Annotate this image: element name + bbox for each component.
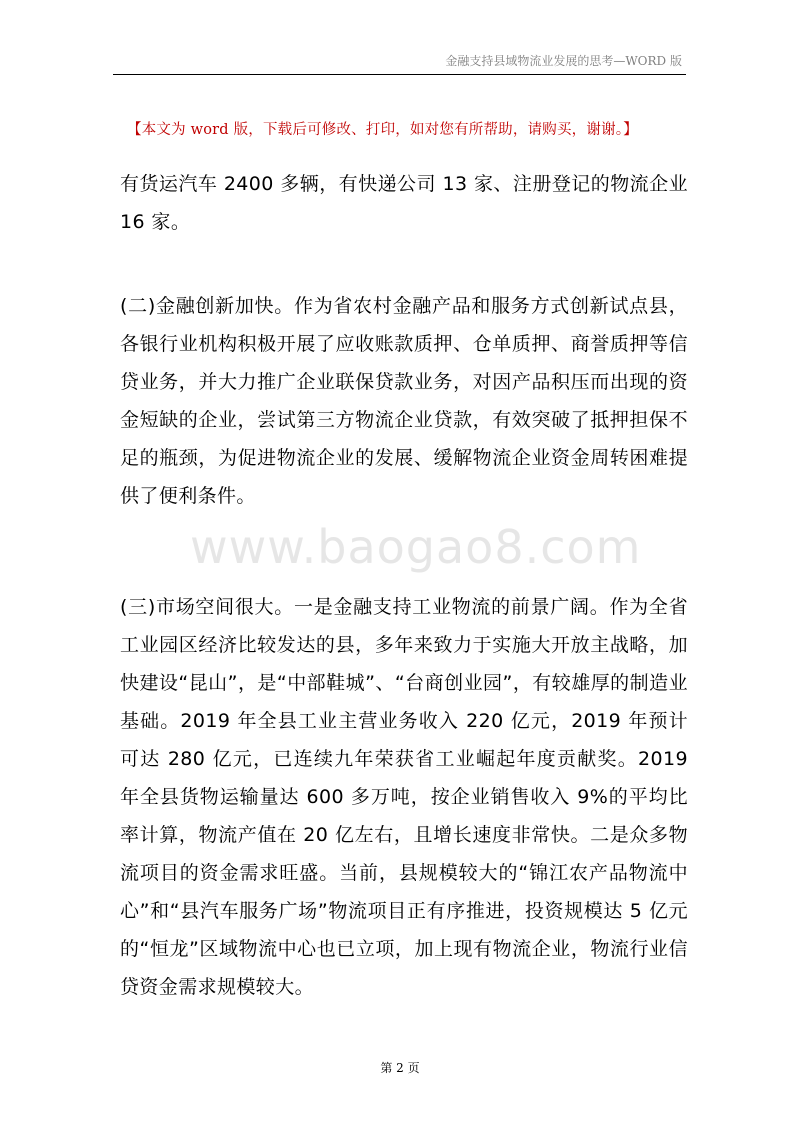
site-watermark: www.baogao8.com — [190, 520, 642, 574]
body-paragraph-2: (二)金融创新加快。作为省农村金融产品和服务方式创新试点县，各银行业机构积极开展了应收账款质押、仓单质押、商誉质押等信贷业务，并大力推广企业联保贷款业务，对因产品积压而出现的资金短缺的企业，尝试第三方物流企业贷款，有效突破了抵押担保不足的瓶颈，为促进物流企业的发展、缓解物流企业资金周转困难提供了便利条件。 — [120, 295, 688, 507]
body-paragraph-1: 有货运汽车 2400 多辆，有快递公司 13 家、注册登记的物流企业 16 家。 — [120, 173, 688, 233]
page-number: 第 2 页 — [380, 1061, 420, 1075]
body-paragraph-3: (三)市场空间很大。一是金融支持工业物流的前景广阔。作为全省工业园区经济比较发达的县，多年来致力于实施大开放主战略，加快建设“昆山”，是“中部鞋城”、“台商创业园”，有较雄厚的制造业基础。2019 年全县工业主营业务收入 220 亿元，2019 年预计可达 280 亿元，已连续九年荣获省工业崛起年度贡献奖。2019 年全县货物运输量达 600 多万吨，按企业销售收入 9%的平均比率计算，物流产值在 20 亿左右，且增长速度非常快。二是众多物流项目的资金需求旺盛。当前，县规模较大的“锦江农产品物流中心”和“县汽车服务广场”物流项目正有序推进，投资规模达 5 亿元的“恒龙”区域物流中心也已立项，加上现有物流企业，物流行业信贷资金需求规模较大。 — [120, 596, 688, 998]
page-header-title: 金融支持县域物流业发展的思考—WORD 版 — [445, 54, 682, 68]
header-divider — [113, 74, 686, 75]
purchase-notice: 【本文为 word 版，下载后可修改、打印，如对您有所帮助，请购买，谢谢。】 — [127, 122, 638, 138]
